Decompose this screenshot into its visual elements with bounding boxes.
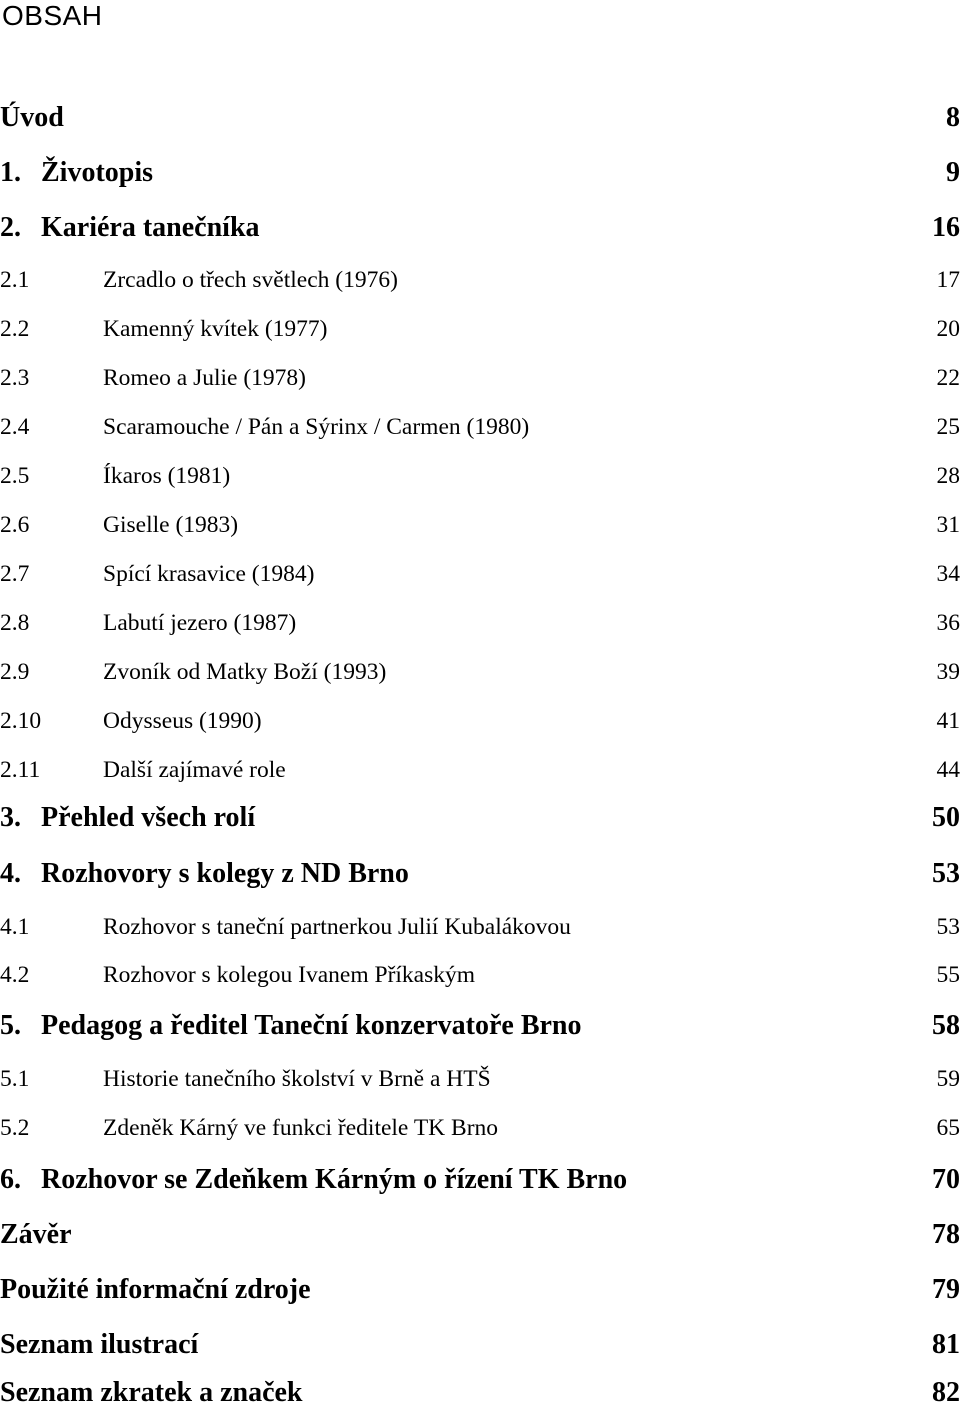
toc-entry-number: 4.2 (0, 962, 30, 988)
toc-entry[interactable] (0, 410, 960, 444)
toc-entry-page: 50 (932, 802, 960, 833)
toc-entry[interactable] (0, 312, 960, 346)
toc-entry-page: 25 (936, 414, 960, 440)
toc-entry-title: Zvoník od Matky Boží (1993) (103, 659, 387, 685)
toc-entry[interactable] (0, 910, 960, 944)
toc-entry-number: 5.2 (0, 1115, 30, 1141)
toc-entry[interactable] (0, 1160, 960, 1200)
toc-entry-number: 2.10 (0, 708, 42, 734)
toc-entry-title: Závěr (0, 1219, 72, 1250)
toc-entry-number: 4. (0, 858, 21, 889)
toc-entry-title: Životopis (41, 157, 154, 188)
toc-entry[interactable] (0, 655, 960, 689)
toc-entry-page: 81 (932, 1329, 960, 1360)
toc-entry-number: 2.3 (0, 365, 30, 391)
toc-entry[interactable] (0, 704, 960, 738)
toc-entry-page: 41 (936, 708, 960, 734)
toc-entry[interactable] (0, 361, 960, 395)
toc-entry-number: 2.8 (0, 610, 30, 636)
toc-entry-page: 58 (932, 1010, 960, 1041)
toc-entry-title: Rozhovor se Zdeňkem Kárným o řízení TK Brno (41, 1164, 628, 1195)
toc-entry-page: 53 (936, 914, 960, 940)
toc-entry-number: 6. (0, 1164, 21, 1195)
toc-entry[interactable] (0, 1325, 960, 1365)
toc-entry-number: 5.1 (0, 1066, 30, 1092)
toc-entry-title: Rozhovor s taneční partnerkou Julií Kubalákovou (103, 914, 571, 940)
toc-entry-title: Spící krasavice (1984) (103, 561, 315, 587)
toc-entry-number: 2.5 (0, 463, 30, 489)
toc-entry-page: 44 (936, 757, 960, 783)
toc-entry-title: Zrcadlo o třech světlech (1976) (103, 267, 398, 293)
toc-entry[interactable] (0, 958, 960, 992)
toc-entry[interactable] (0, 208, 960, 248)
toc-entry-page: 9 (946, 157, 960, 188)
toc-entry-number: 2. (0, 212, 21, 243)
toc-entry-number: 2.9 (0, 659, 30, 685)
toc-entry-title: Další zajímavé role (103, 757, 286, 783)
toc-entry[interactable] (0, 1373, 960, 1413)
toc-entry-page: 22 (936, 365, 960, 391)
toc-entry-page: 34 (936, 561, 960, 587)
toc-entry-title: Kariéra tanečníka (41, 212, 260, 243)
toc-entry-page: 36 (936, 610, 960, 636)
toc-entry-number: 4.1 (0, 914, 30, 940)
toc-entry-title: Rozhovory s kolegy z ND Brno (41, 858, 409, 889)
toc-entry[interactable] (0, 753, 960, 787)
toc-entry-title: Seznam zkratek a značek (0, 1377, 303, 1408)
toc-entry-number: 2.7 (0, 561, 30, 587)
toc-entry-page: 53 (932, 858, 960, 889)
toc-entry-number: 2.11 (0, 757, 41, 783)
toc-entry-number: 2.6 (0, 512, 30, 538)
toc-entry-title: Giselle (1983) (103, 512, 239, 538)
toc-entry-page: 82 (932, 1377, 960, 1408)
toc-entry-title: Romeo a Julie (1978) (103, 365, 306, 391)
toc-entry[interactable] (0, 557, 960, 591)
toc-entry[interactable] (0, 508, 960, 542)
toc-entry-page: 70 (932, 1164, 960, 1195)
toc-entry-number: 1. (0, 157, 21, 188)
toc-entry-title: Historie tanečního školství v Brně a HTŠ (103, 1066, 491, 1092)
toc-entry[interactable] (0, 1270, 960, 1310)
toc-entry[interactable] (0, 98, 960, 138)
toc-entry[interactable] (0, 1006, 960, 1046)
toc-entry[interactable] (0, 854, 960, 894)
toc-entry-title: Zdeněk Kárný ve funkci ředitele TK Brno (103, 1115, 499, 1141)
toc-entry-title: Scaramouche / Pán a Sýrinx / Carmen (1980) (103, 414, 530, 440)
toc-entry-title: Labutí jezero (1987) (103, 610, 297, 636)
toc-entry-title: Odysseus (1990) (103, 708, 262, 734)
toc-entry-page: 8 (946, 102, 960, 133)
toc-entry-page: 16 (932, 212, 960, 243)
toc-entry-page: 28 (936, 463, 960, 489)
toc-entry[interactable] (0, 459, 960, 493)
toc-entry-page: 59 (936, 1066, 960, 1092)
toc-entry[interactable] (0, 153, 960, 193)
toc-entry[interactable] (0, 1111, 960, 1145)
toc-entry-page: 55 (936, 962, 960, 988)
toc-entry-title: Kamenný kvítek (1977) (103, 316, 328, 342)
toc-entry-title: Íkaros (1981) (103, 463, 231, 489)
page-title: OBSAH (2, 0, 103, 31)
toc-entry-number: 2.1 (0, 267, 30, 293)
toc-entry-number: 2.2 (0, 316, 30, 342)
toc-entry-title: Seznam ilustrací (0, 1329, 199, 1360)
toc-entry[interactable] (0, 1062, 960, 1096)
toc-entry-number: 2.4 (0, 414, 30, 440)
toc-entry-title: Přehled všech rolí (41, 802, 256, 833)
toc-entry-number: 5. (0, 1010, 21, 1041)
toc-entry-page: 79 (932, 1274, 960, 1305)
toc-entry-page: 78 (932, 1219, 960, 1250)
toc-entry-page: 17 (936, 267, 960, 293)
toc-entry-title: Úvod (0, 102, 64, 133)
toc-entry-title: Použité informační zdroje (0, 1274, 311, 1305)
toc-entry-title: Rozhovor s kolegou Ivanem Příkaským (103, 962, 476, 988)
toc-entry[interactable] (0, 798, 960, 838)
toc-entry[interactable] (0, 1215, 960, 1255)
toc-entry[interactable] (0, 606, 960, 640)
toc-entry[interactable] (0, 263, 960, 297)
toc-entry-page: 20 (936, 316, 960, 342)
toc-entry-number: 3. (0, 802, 21, 833)
toc-entry-page: 65 (936, 1115, 960, 1141)
toc-entry-page: 31 (936, 512, 960, 538)
toc-entry-page: 39 (936, 659, 960, 685)
toc-entry-title: Pedagog a ředitel Taneční konzervatoře Brno (41, 1010, 582, 1041)
